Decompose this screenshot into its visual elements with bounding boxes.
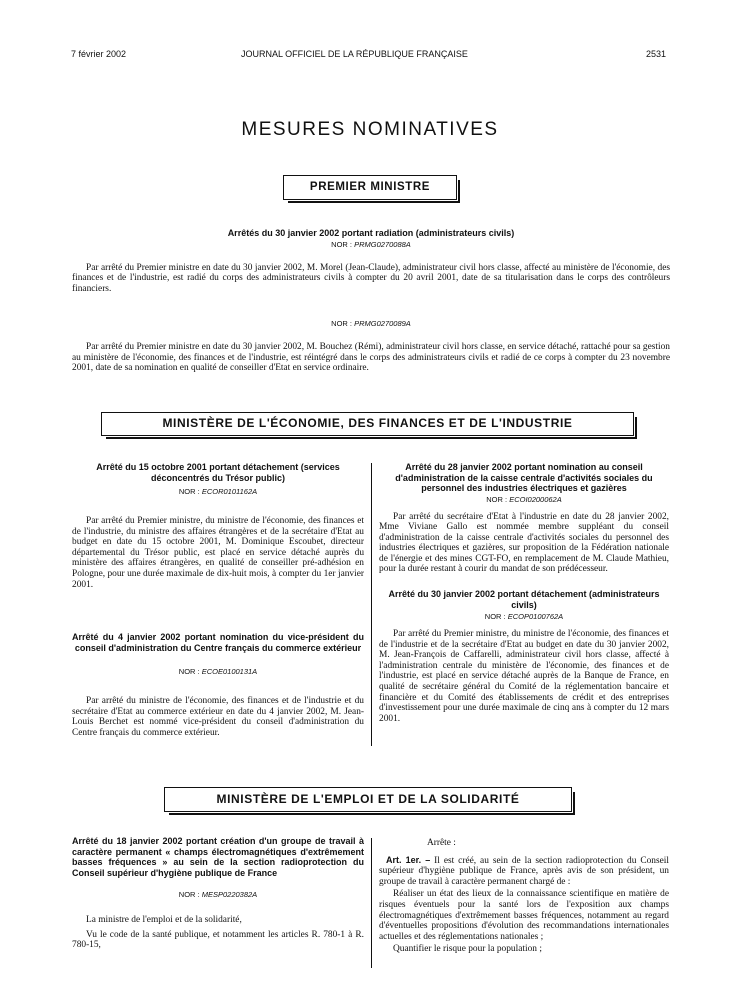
arrete-label: Arrête : (427, 838, 456, 848)
paragraph-caffarelli: Par arrêté du Premier ministre, du ministre de l'économie, des finances et de l'industrie et de la secrétaire d'Etat au budget en date du 30 janvier 2002, M. Jean-François de Caffarelli, administrateur civil hors classe, affecté à l'administration centrale du ministère de l'économie, des finances et de l'industrie, est placé en service détaché auprès de la Banque de France, en qualité de secrétaire général du Comité de la réglementation bancaire et financière et du Comité des établissements de crédit et des entreprises d'investissement pour une durée maximale de cinq ans à compter du 12 mars 2001. (379, 629, 669, 724)
paragraph-vu-code: Vu le code de la santé publique, et notamment les articles R. 780-1 à R. 780-15, (72, 929, 364, 951)
nor-reference (72, 240, 670, 249)
arrete-title: Arrêté du 18 janvier 2002 portant création d'un groupe de travail à caractère permanent « champs électromagnétiques d'extrêmement basses fréquences » au sein de la section radioprotection du Conseil supérieur d'hygiène publique de France (72, 836, 364, 878)
arrete-title: Arrêté du 15 octobre 2001 portant détachement (services déconcentrés du Trésor public) (96, 462, 340, 483)
nor-code: ECOE0100131A (201, 667, 258, 677)
economie-right-column (379, 462, 669, 724)
column-divider (371, 463, 372, 746)
emploi-left-column (72, 836, 364, 951)
paragraph-berchet: Par arrêté du ministre de l'économie, des finances et de l'industrie et du secrétaire d'Etat au commerce extérieur en date du 4 janvier 2002, M. Jean-Louis Berchet est nommé vice-président du conseil d'administration du Centre français du commerce extérieur. (72, 696, 364, 738)
arrete-title: Arrêtés du 30 janvier 2002 portant radiation (administrateurs civils) (227, 228, 515, 238)
arrete-title: Arrêté du 28 janvier 2002 portant nomination au conseil d'administration de la caisse centrale d'activités sociales du personnel des industries électriques et gazières (395, 462, 653, 493)
section-heading-premier-ministre: PREMIER MINISTRE (283, 175, 457, 200)
paragraph-quantifier: Quantifier le risque pour la population ; (393, 944, 542, 955)
nor-label: NOR : (484, 612, 506, 622)
nor-label: NOR : (178, 667, 200, 677)
section-heading-emploi: MINISTÈRE DE L'EMPLOI ET DE LA SOLIDARITÉ (164, 787, 572, 812)
nor-code: PRMG0270089A (354, 319, 411, 329)
nor-reference (72, 319, 670, 328)
emploi-right-column (379, 838, 669, 955)
nor-reference (72, 890, 364, 899)
section-heading-economie: MINISTÈRE DE L'ÉCONOMIE, DES FINANCES ET DE L'INDUSTRIE (101, 412, 634, 436)
nor-code: PRMG0270088A (354, 239, 411, 249)
paragraph-gallo: Par arrêté du secrétaire d'Etat à l'industrie en date du 28 janvier 2002, Mme Viviane Gallo est nommée membre suppléant du conseil d'administration de la caisse centrale d'activités sociales du personnel des industries électriques et gazières, sur proposition de la Fédération nationale de l'énergie et des mines CGT-FO, en remplacement de M. Claude Mathieu, pour la durée restant à courir du mandat de son prédécesseur. (379, 511, 669, 575)
nor-label: NOR : (486, 494, 508, 504)
nor-label: NOR : (331, 239, 353, 249)
paragraph-bouchez: Par arrêté du Premier ministre en date du 30 janvier 2002, M. Bouchez (Rémi), administrateur civil hors classe, en service détaché, rattaché pour sa gestion au ministère de l'économie, des finances et de l'industrie, est réintégré dans le corps des administrateurs civils et radié de ce corps à compter du 23 novembre 2001, date de sa nomination en qualité de conseiller d'Etat en service ordinaire. (72, 342, 670, 374)
main-title: MESURES NOMINATIVES (241, 119, 499, 140)
header-journal-title: JOURNAL OFFICIEL DE LA RÉPUBLIQUE FRANÇAISE (241, 49, 468, 59)
paragraph-morel: Par arrêté du Premier ministre en date du 30 janvier 2002, M. Morel (Jean-Claude), administrateur civil hors classe, affecté au ministère de l'économie, des finances et de l'industrie, est radié du corps des administrateurs civils à compter du 20 avril 2001, date de sa titularisation dans le corps des contrôleurs financiers. (72, 262, 670, 294)
paragraph-escoubet: Par arrêté du Premier ministre, du ministre de l'économie, des finances et de l'industrie, du ministre des affaires étrangères et de la secrétaire d'Etat au budget en date du 15 octobre 2001, M. Dominique Escoubet, directeur départemental du Trésor public, est placé en service détaché auprès du ministère des affaires étrangères, en qualité de conseiller pré-adhésion en Pologne, pour une durée maximale de dix-huit mois, à compter du 1er janvier 2001. (72, 516, 364, 590)
header-page-number: 2531 (646, 49, 667, 59)
nor-reference (72, 667, 364, 676)
paragraph-ministre: La ministre de l'emploi et de la solidarité, (86, 915, 242, 925)
nor-label: NOR : (178, 487, 200, 496)
nor-label: NOR : (331, 319, 353, 329)
nor-code: ECOP0100762A (507, 612, 564, 622)
nor-code: MESP0220382A (201, 890, 258, 899)
economie-left-column (72, 462, 364, 739)
nor-reference (379, 612, 669, 621)
article-label: Art. 1er. – (386, 854, 431, 865)
header-date: 7 février 2002 (71, 49, 127, 59)
nor-reference (379, 495, 669, 504)
paragraph-etat-des-lieux: Réaliser un état des lieux de la connaissance scientifique en matière de risques éventuels pour la santé lors de l'exposition aux champs électromagnétiques d'extrêmement basses fréquences, notamment au regard d'éventuelles propositions d'évolution des recommandations internationales actuelles et des réglementations nationales ; (379, 889, 669, 942)
nor-code: ECOI0200062A (509, 494, 562, 504)
premier-ministre-block (72, 228, 670, 374)
article-text: Il est créé, au sein de la section radioprotection du Conseil supérieur d'hygiène publique de France, après avis de son président, un groupe de travail à caractère permanent chargé de : (379, 855, 669, 887)
arrete-title: Arrêté du 4 janvier 2002 portant nomination du vice-président du conseil d'administration du Centre français du commerce extérieur (72, 632, 364, 653)
nor-code: ECOR0101162A (201, 487, 258, 496)
nor-reference (72, 487, 364, 496)
nor-label: NOR : (178, 890, 200, 899)
arrete-title: Arrêté du 30 janvier 2002 portant détachement (administrateurs civils) (388, 589, 660, 610)
article-1 (379, 855, 669, 888)
column-divider (371, 838, 372, 968)
